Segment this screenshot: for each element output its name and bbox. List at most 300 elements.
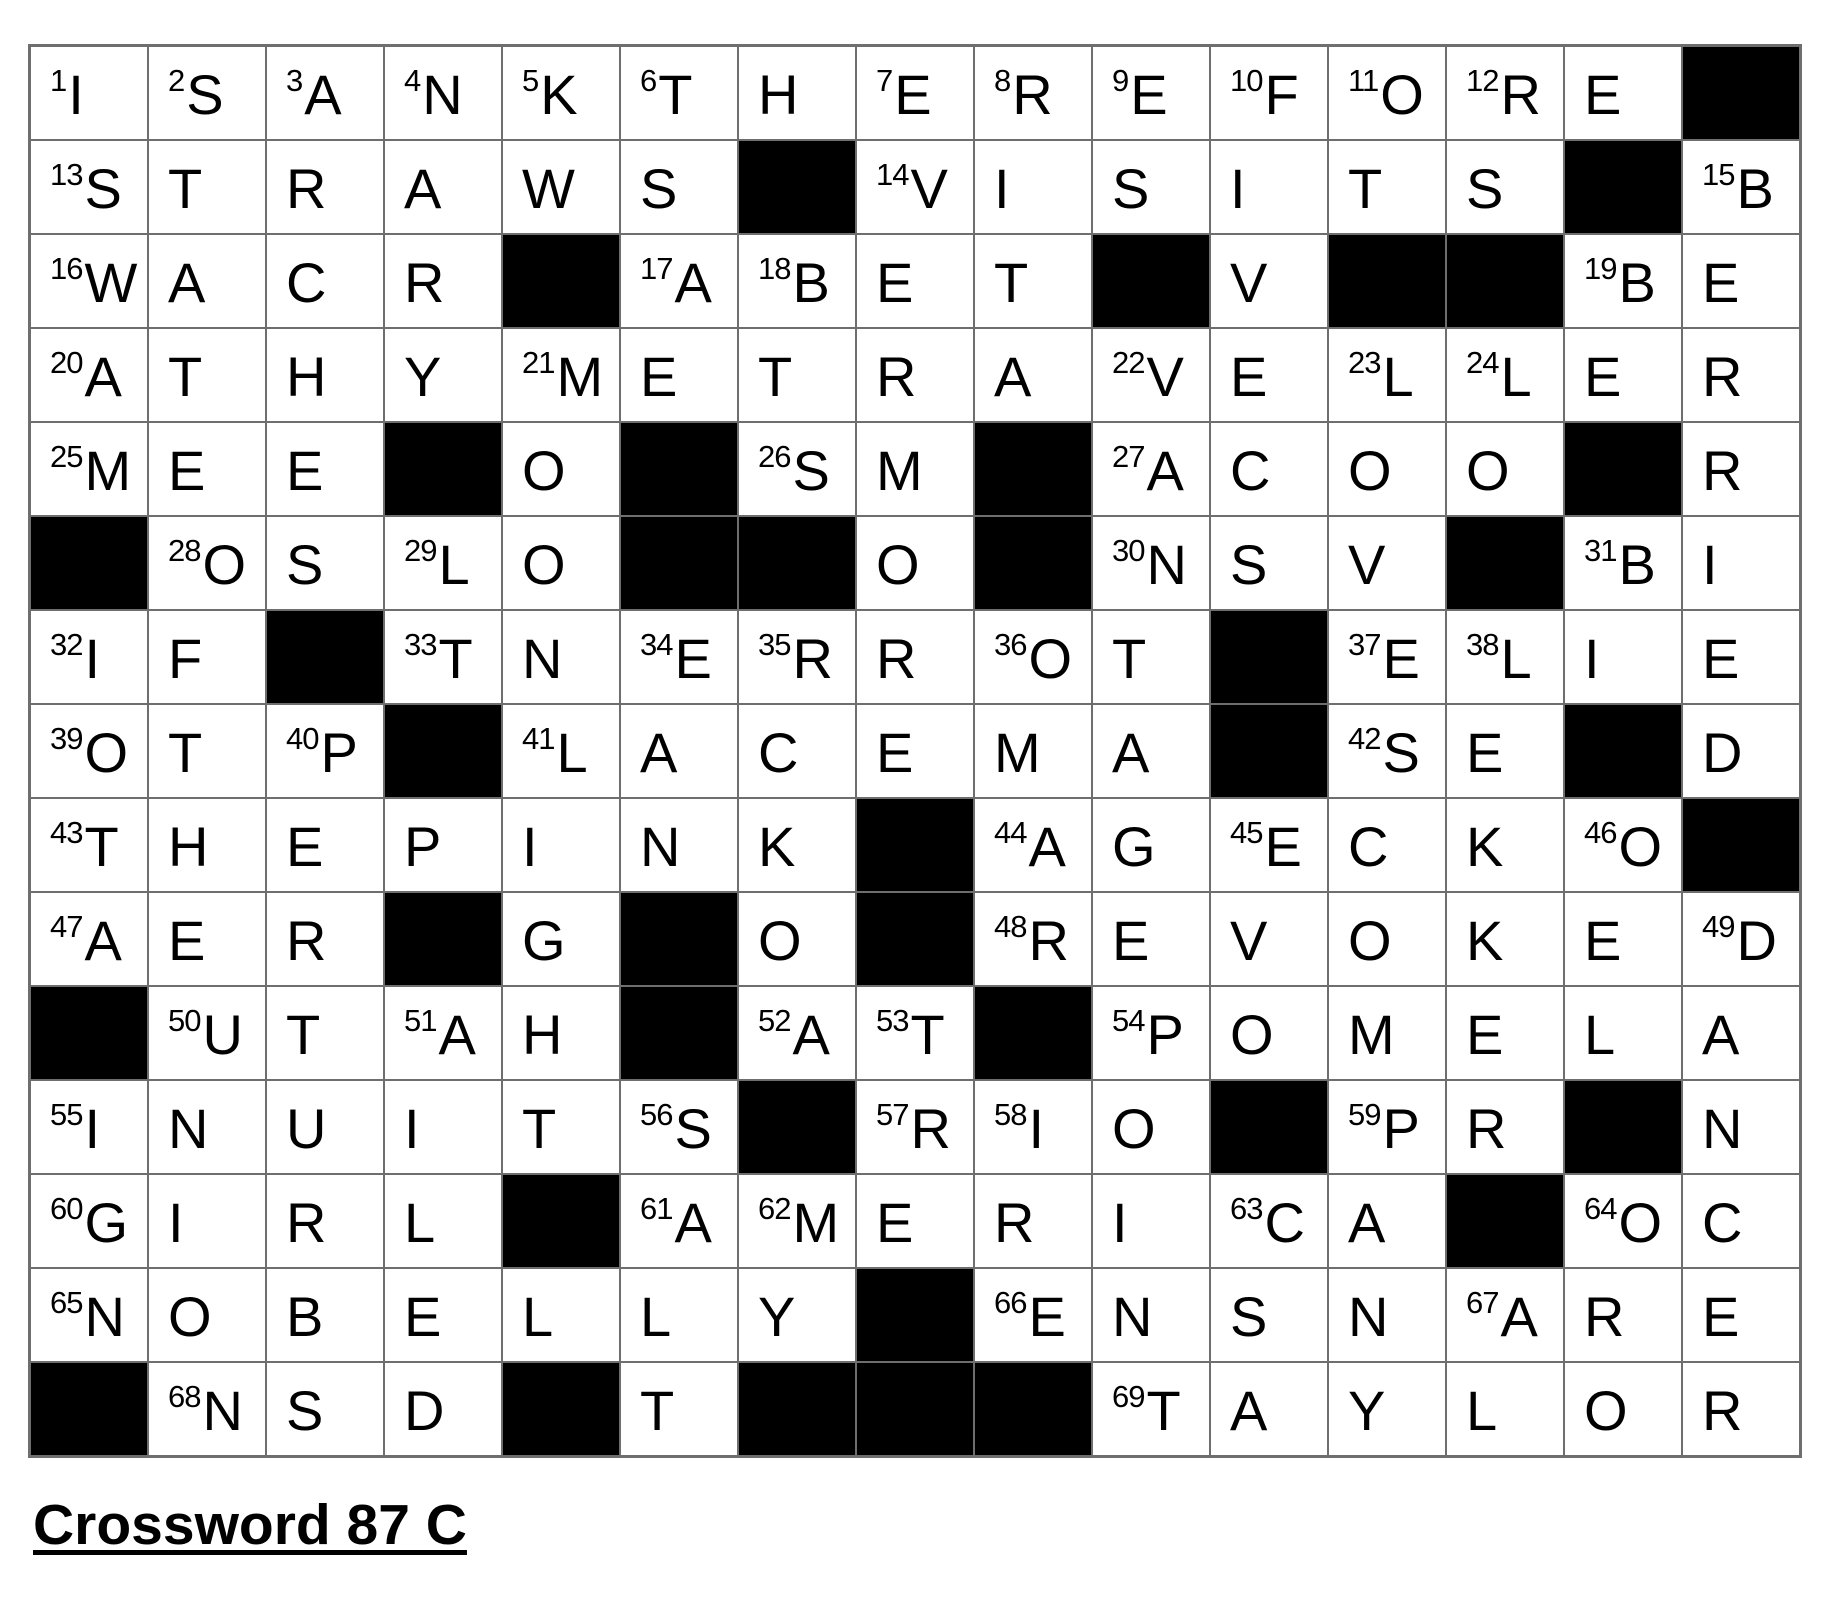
grid-cell[interactable] [1211,141,1327,233]
clue-number: 32 [50,626,83,662]
cell-letter: I [168,1191,184,1254]
cell-letter: S [286,533,324,596]
grid-cell[interactable] [739,611,855,703]
grid-cell[interactable] [503,47,619,139]
cell-letter: B [1618,533,1656,596]
cell-letter: L [1500,627,1532,690]
grid-cell[interactable] [1683,1363,1799,1455]
grid-cell[interactable] [31,705,147,797]
grid-cell[interactable] [267,1269,383,1361]
grid-cell[interactable] [1093,893,1209,985]
grid-cell[interactable] [739,47,855,139]
grid-cell[interactable] [1447,799,1563,891]
cell-letter: C [1230,439,1271,502]
grid-cell[interactable] [1565,1269,1681,1361]
grid-cell[interactable] [385,517,501,609]
grid-cell[interactable] [149,987,265,1079]
clue-number: 33 [404,626,437,662]
clue-number: 9 [1112,62,1129,98]
cell-letter: L [1382,345,1414,408]
grid-cell[interactable] [31,799,147,891]
grid-cell[interactable] [739,799,855,891]
cell-letter: A [994,345,1032,408]
cell-letter: O [168,1285,212,1348]
clue-number: 41 [522,720,555,756]
grid-cell[interactable] [1093,423,1209,515]
cell-letter: E [876,721,914,784]
cell-letter: A [1702,1003,1740,1066]
grid-cell[interactable] [503,987,619,1079]
grid-cell[interactable] [857,235,973,327]
grid-cell[interactable] [267,1081,383,1173]
grid-cell[interactable] [31,423,147,515]
grid-cell[interactable] [31,141,147,233]
grid-cell[interactable] [149,1081,265,1173]
grid-cell[interactable] [1683,329,1799,421]
grid-cell[interactable] [267,1175,383,1267]
grid-cell[interactable] [975,141,1091,233]
cell-letter: T [1112,627,1147,690]
clue-number: 2 [168,62,185,98]
cell-letter: G [84,1191,129,1254]
grid-cell[interactable] [31,1081,147,1173]
grid-cell[interactable] [385,1363,501,1455]
cell-letter: E [894,63,932,126]
grid-cell[interactable] [149,893,265,985]
grid-cell[interactable] [31,329,147,421]
cell-letter: E [1230,345,1268,408]
cell-letter: S [1230,1285,1268,1348]
clue-number: 65 [50,1284,83,1320]
grid-cell[interactable] [1093,1081,1209,1173]
grid-cell[interactable] [621,1081,737,1173]
cell-letter: R [1702,439,1743,502]
grid-cell[interactable] [857,47,973,139]
grid-cell[interactable] [267,517,383,609]
grid-cell[interactable] [1211,235,1327,327]
grid-cell[interactable] [1329,423,1445,515]
grid-cell[interactable] [1683,1081,1799,1173]
grid-cell[interactable] [267,235,383,327]
grid-cell[interactable] [1447,893,1563,985]
grid-cell[interactable] [267,329,383,421]
cell-letter: F [168,627,203,690]
cell-letter: L [1584,1003,1616,1066]
grid-cell[interactable] [503,1081,619,1173]
grid-cell[interactable] [149,611,265,703]
black-cell [739,517,855,609]
black-cell [1565,705,1681,797]
grid-cell[interactable] [149,705,265,797]
grid-cell[interactable] [267,799,383,891]
grid-cell[interactable] [149,47,265,139]
clue-number: 30 [1112,532,1145,568]
grid-cell[interactable] [621,235,737,327]
grid-cell[interactable] [739,329,855,421]
grid-cell[interactable] [1329,611,1445,703]
grid-cell[interactable] [267,141,383,233]
cell-letter: K [758,815,796,878]
cell-letter: A [1112,721,1150,784]
black-cell [1447,1175,1563,1267]
cell-letter: V [1348,533,1386,596]
cell-letter: N [1112,1285,1153,1348]
grid-cell[interactable] [149,1175,265,1267]
cell-letter: C [1702,1191,1743,1254]
grid-cell[interactable] [1683,423,1799,515]
grid-cell[interactable] [1093,47,1209,139]
grid-cell[interactable] [1329,1363,1445,1455]
grid-cell[interactable] [975,1081,1091,1173]
cell-letter: O [1348,909,1392,972]
grid-cell[interactable] [385,329,501,421]
grid-cell[interactable] [1447,141,1563,233]
grid-cell[interactable] [975,893,1091,985]
grid-cell[interactable] [1565,1175,1681,1267]
grid-cell[interactable] [1211,423,1327,515]
clue-number: 25 [50,438,83,474]
grid-cell[interactable] [31,1269,147,1361]
clue-number: 4 [404,62,421,98]
grid-cell[interactable] [1329,1081,1445,1173]
clue-number: 21 [522,344,555,380]
clue-number: 62 [758,1190,791,1226]
grid-cell[interactable] [1329,329,1445,421]
cell-letter: M [792,1191,840,1254]
grid-cell[interactable] [857,611,973,703]
cell-letter: K [1466,909,1504,972]
grid-cell[interactable] [739,1269,855,1361]
grid-cell[interactable] [621,611,737,703]
grid-cell[interactable] [739,235,855,327]
clue-number: 29 [404,532,437,568]
cell-letter: L [556,721,588,784]
cell-letter: M [994,721,1041,784]
grid-cell[interactable] [31,893,147,985]
grid-cell[interactable] [1211,1363,1327,1455]
grid-cell[interactable] [975,1175,1091,1267]
grid-cell[interactable] [1447,1363,1563,1455]
grid-cell[interactable] [857,329,973,421]
grid-cell[interactable] [503,329,619,421]
grid-cell[interactable] [1329,1175,1445,1267]
grid-cell[interactable] [621,799,737,891]
grid-cell[interactable] [1565,799,1681,891]
grid-cell[interactable] [1565,1363,1681,1455]
grid-cell[interactable] [31,611,147,703]
cell-letter: P [1382,1097,1420,1160]
grid-cell[interactable] [385,47,501,139]
grid-cell[interactable] [385,611,501,703]
grid-cell[interactable] [1683,141,1799,233]
grid-cell[interactable] [1329,517,1445,609]
cell-letter: N [202,1379,243,1442]
grid-cell[interactable] [149,329,265,421]
grid-cell[interactable] [1093,1363,1209,1455]
grid-cell[interactable] [1683,611,1799,703]
cell-letter: B [286,1285,324,1348]
black-cell [1565,423,1681,515]
grid-cell[interactable] [1211,47,1327,139]
grid-cell[interactable] [149,799,265,891]
grid-cell[interactable] [503,141,619,233]
grid-cell[interactable] [1329,1269,1445,1361]
clue-number: 44 [994,814,1027,850]
grid-cell[interactable] [385,235,501,327]
grid-cell[interactable] [503,611,619,703]
black-cell [1093,235,1209,327]
cell-letter: U [286,1097,327,1160]
grid-cell[interactable] [31,1175,147,1267]
grid-cell[interactable] [1565,611,1681,703]
clue-number: 46 [1584,814,1617,850]
black-cell [31,517,147,609]
grid-cell[interactable] [1093,517,1209,609]
grid-cell[interactable] [149,517,265,609]
grid-cell[interactable] [385,1081,501,1173]
grid-cell[interactable] [1093,611,1209,703]
grid-cell[interactable] [149,423,265,515]
cell-letter: O [1230,1003,1274,1066]
cell-letter: R [1466,1097,1507,1160]
grid-cell[interactable] [1329,893,1445,985]
black-cell [1329,235,1445,327]
grid-cell[interactable] [1447,1269,1563,1361]
cell-letter: M [84,439,132,502]
grid-cell[interactable] [1329,705,1445,797]
grid-cell[interactable] [267,1363,383,1455]
cell-letter: R [1584,1285,1625,1348]
cell-letter: T [168,157,203,220]
cell-letter: R [994,1191,1035,1254]
grid-cell[interactable] [1683,517,1799,609]
grid-cell[interactable] [1447,705,1563,797]
grid-cell[interactable] [1211,799,1327,891]
grid-cell[interactable] [267,987,383,1079]
grid-cell[interactable] [1447,47,1563,139]
grid-cell[interactable] [1565,987,1681,1079]
cell-letter: E [286,815,324,878]
grid-cell[interactable] [621,47,737,139]
cell-letter: Y [404,345,442,408]
black-cell [31,987,147,1079]
grid-cell[interactable] [503,705,619,797]
grid-cell[interactable] [1565,235,1681,327]
grid-cell[interactable] [385,141,501,233]
grid-cell[interactable] [857,1081,973,1173]
grid-cell[interactable] [149,235,265,327]
black-cell [621,423,737,515]
grid-cell[interactable] [1093,1269,1209,1361]
grid-cell[interactable] [503,893,619,985]
grid-cell[interactable] [975,329,1091,421]
grid-cell[interactable] [1211,1175,1327,1267]
black-cell [621,987,737,1079]
grid-cell[interactable] [267,423,383,515]
grid-cell[interactable] [1093,1175,1209,1267]
grid-cell[interactable] [1211,987,1327,1079]
cell-letter: R [1500,63,1541,126]
grid-cell[interactable] [739,893,855,985]
black-cell [857,799,973,891]
grid-cell[interactable] [1093,705,1209,797]
grid-cell[interactable] [975,235,1091,327]
grid-cell[interactable] [1447,611,1563,703]
clue-number: 28 [168,532,201,568]
grid-cell[interactable] [31,47,147,139]
grid-cell[interactable] [267,705,383,797]
clue-number: 68 [168,1378,201,1414]
grid-cell[interactable] [385,799,501,891]
grid-cell[interactable] [975,1269,1091,1361]
grid-cell[interactable] [267,893,383,985]
grid-cell[interactable] [1447,1081,1563,1173]
grid-cell[interactable] [1683,235,1799,327]
cell-letter: I [522,815,538,878]
grid-cell[interactable] [1683,1269,1799,1361]
black-cell [31,1363,147,1455]
clue-number: 16 [50,250,83,286]
clue-number: 47 [50,908,83,944]
grid-cell[interactable] [1565,47,1681,139]
cell-letter: E [640,345,678,408]
grid-cell[interactable] [975,47,1091,139]
clue-number: 3 [286,62,303,98]
cell-letter: O [1028,627,1073,690]
cell-letter: I [1112,1191,1128,1254]
grid-cell[interactable] [149,141,265,233]
clue-number: 38 [1466,626,1499,662]
cell-letter: O [522,439,566,502]
grid-cell[interactable] [1447,987,1563,1079]
cell-letter: I [68,63,84,126]
black-cell [267,611,383,703]
grid-cell[interactable] [739,1175,855,1267]
grid-cell[interactable] [739,423,855,515]
grid-cell[interactable] [975,705,1091,797]
clue-number: 52 [758,1002,791,1038]
grid-cell[interactable] [857,705,973,797]
grid-cell[interactable] [1683,1175,1799,1267]
cell-letter: I [1028,1097,1045,1160]
black-cell [1683,799,1799,891]
cell-letter: I [84,627,101,690]
grid-cell[interactable] [385,987,501,1079]
cell-letter: E [1584,345,1622,408]
cell-letter: O [758,909,802,972]
grid-cell[interactable] [1329,987,1445,1079]
grid-cell[interactable] [739,705,855,797]
cell-letter: E [168,909,206,972]
black-cell [385,705,501,797]
grid-cell[interactable] [1565,893,1681,985]
cell-letter: S [186,63,224,126]
cell-letter: N [640,815,681,878]
grid-cell[interactable] [1447,423,1563,515]
grid-cell[interactable] [857,141,973,233]
grid-cell[interactable] [621,1363,737,1455]
grid-cell[interactable] [621,1269,737,1361]
grid-cell[interactable] [621,141,737,233]
grid-cell[interactable] [1329,141,1445,233]
grid-cell[interactable] [1683,893,1799,985]
cell-letter: T [286,1003,321,1066]
grid-cell[interactable] [149,1363,265,1455]
grid-cell[interactable] [1565,517,1681,609]
grid-cell[interactable] [1683,987,1799,1079]
cell-letter: T [640,1379,675,1442]
grid-cell[interactable] [975,611,1091,703]
cell-letter: W [84,251,138,314]
grid-cell[interactable] [1093,987,1209,1079]
grid-cell[interactable] [385,1269,501,1361]
grid-cell[interactable] [1329,47,1445,139]
grid-cell[interactable] [385,1175,501,1267]
black-cell [857,1363,973,1455]
cell-letter: T [658,63,693,126]
cell-letter: I [1584,627,1600,690]
clue-number: 40 [286,720,319,756]
grid-cell[interactable] [1093,141,1209,233]
grid-cell[interactable] [1329,799,1445,891]
grid-cell[interactable] [621,1175,737,1267]
cell-letter: O [876,533,920,596]
grid-cell[interactable] [621,705,737,797]
grid-cell[interactable] [1211,1269,1327,1361]
cell-letter: I [1702,533,1718,596]
grid-cell[interactable] [503,517,619,609]
cell-letter: C [758,721,799,784]
grid-cell[interactable] [1447,329,1563,421]
cell-letter: R [1702,1379,1743,1442]
grid-cell[interactable] [1211,893,1327,985]
grid-cell[interactable] [31,235,147,327]
grid-cell[interactable] [1093,329,1209,421]
grid-cell[interactable] [857,987,973,1079]
grid-cell[interactable] [857,517,973,609]
black-cell [503,1363,619,1455]
grid-cell[interactable] [1093,799,1209,891]
grid-cell[interactable] [1211,329,1327,421]
grid-cell[interactable] [857,1175,973,1267]
cell-letter: I [404,1097,420,1160]
clue-number: 1 [50,62,67,98]
clue-number: 15 [1702,156,1735,192]
cell-letter: T [1146,1379,1181,1442]
grid-cell[interactable] [1565,329,1681,421]
grid-cell[interactable] [857,423,973,515]
grid-cell[interactable] [621,329,737,421]
grid-cell[interactable] [503,1269,619,1361]
clue-number: 55 [50,1096,83,1132]
cell-letter: I [1230,157,1246,220]
grid-cell[interactable] [975,799,1091,891]
grid-cell[interactable] [503,799,619,891]
black-cell [1565,1081,1681,1173]
cell-letter: E [876,1191,914,1254]
clue-number: 12 [1466,62,1499,98]
cell-letter: E [1466,1003,1504,1066]
grid-cell[interactable] [149,1269,265,1361]
grid-cell[interactable] [503,423,619,515]
black-cell [975,423,1091,515]
grid-cell[interactable] [739,987,855,1079]
cell-letter: U [202,1003,243,1066]
grid-cell[interactable] [1683,705,1799,797]
grid-cell[interactable] [1211,517,1327,609]
cell-letter: H [522,1003,563,1066]
grid-cell[interactable] [267,47,383,139]
